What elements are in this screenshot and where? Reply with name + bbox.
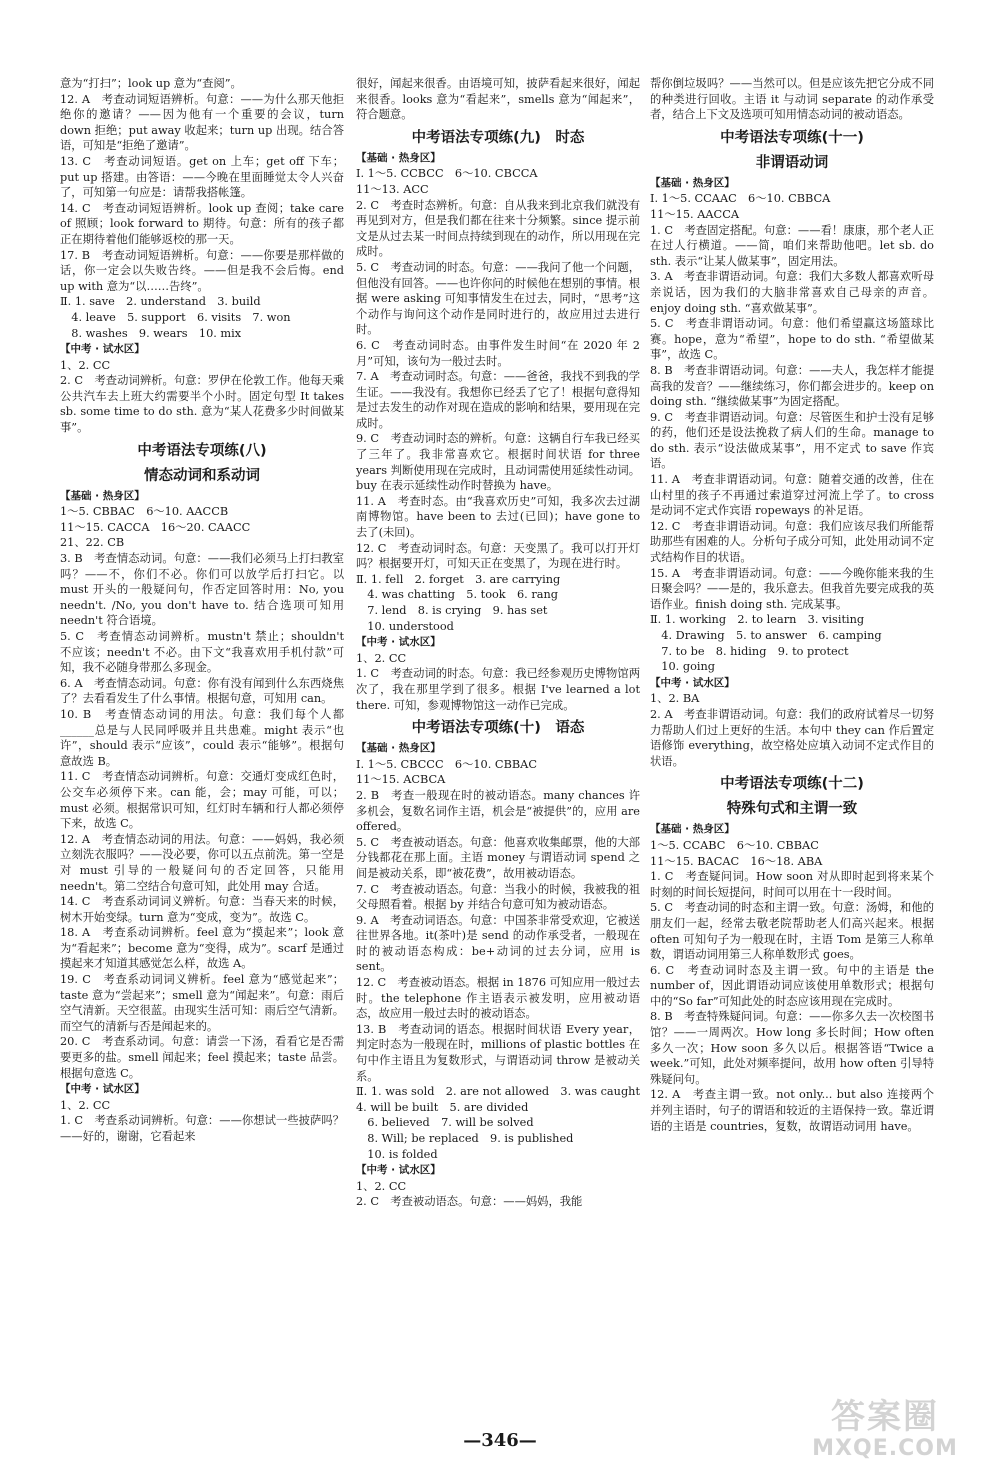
subsection-label: 【中考 · 试水区】 bbox=[356, 1164, 441, 1177]
answer-paragraph: Ⅱ. 1. working 2. to learn 3. visiting bbox=[650, 613, 865, 627]
section-heading: 中考语法专项练(十) 语态 bbox=[411, 720, 585, 737]
answer-paragraph: 18. A 考查系动词辨析。feel 意为“摸起来”；look 意为“看起来”；become 意为“变得，成为”。scarf 是通过摸起来才知道其感觉怎么样，故选 A。 bbox=[60, 926, 344, 971]
answer-paragraph: 15. A 考查非谓语动词。句意：——今晚你能来我的生日聚会吗？——是的，我乐意去。但我首先要完成我的英语作业。finish doing sth. 完成某事。 bbox=[650, 566, 934, 611]
answer-paragraph: Ⅱ. 1. fell 2. forget 3. are carrying bbox=[356, 572, 561, 586]
column-2 bbox=[356, 76, 652, 1210]
watermark-logo bbox=[790, 1383, 980, 1463]
answer-paragraph: 2. A 考查非谓语动词。句意：我们的政府试着尽一切努力帮助人们过上更好的生活。本句中 they can 作后置定语修饰 everything，故空格处应填入动词不定式作目的状语。 bbox=[650, 707, 934, 768]
answer-paragraph: 20. C 考查系动词。句意：请尝一下汤，看看它是否需要更多的盐。smell 闻起来；feel 摸起来；taste 品尝。根据句意选 C。 bbox=[60, 1035, 344, 1080]
answer-paragraph: 7. A 考查动词时态。句意：——爸爸，我找不到我的学生证。——我没有。我想你已经丢了它了！根据句意得知是过去发生的动作对现在造成的影响和结果，要用现在完成时。 bbox=[356, 370, 640, 430]
answer-paragraph: 1～5. CBBAC 6～10. AACCB bbox=[60, 505, 229, 519]
answer-paragraph: 13. B 考查动词的语态。根据时间状语 Every year，判定时态为一般现在时，millions of plastic bottles 在句中作主语且为复数形式，与谓语动词 throw 是被动关系。 bbox=[356, 1022, 640, 1083]
answer-paragraph: Ⅰ. 1～5. CCBCC 6～10. CBCCA bbox=[356, 167, 538, 181]
answer-paragraph: 12. C 考查被动语态。根据 in 1876 可知应用一般过去时。the telephone 作主语表示被发明，应用被动语态，故应用一般过去时的被动语态。 bbox=[356, 976, 640, 1021]
answer-paragraph: 2. B 考查一般现在时的被动语态。many chances 许多机会，复数名词作主语，机会是“被提供”的，应用 are offered。 bbox=[356, 788, 640, 834]
answer-paragraph: 17. B 考查动词短语辨析。句意：——你要是那样做的话，你一定会以失败告终。——但是我不会后悔。end up with 意为“以……告终”。 bbox=[60, 248, 344, 293]
answer-paragraph: 1、2. CC bbox=[60, 1098, 111, 1112]
section-heading: 中考语法专项练(九) 时态 bbox=[411, 129, 585, 146]
section-heading: 中考语法专项练(十一) bbox=[720, 129, 864, 146]
column-1 bbox=[60, 76, 344, 1145]
answer-paragraph: Ⅱ. 1. was sold 2. are not allowed 3. was caught 4. will be built 5. are divided bbox=[356, 1085, 652, 1114]
answer-paragraph: 11～13. ACC bbox=[356, 182, 429, 196]
answer-page bbox=[60, 76, 940, 1426]
answer-paragraph: 11. C 考查情态动词辨析。句意：交通灯变成红色时，公交车必须停下来。can 能，会；may 可能，可以；must 必须。根据常识可知，红灯时车辆和行人都必须停下来，故选 C。 bbox=[60, 770, 344, 831]
subsection-label: 【基础 · 热身区】 bbox=[356, 151, 441, 164]
answer-paragraph: 11. A 考查时态。由“我喜欢历史”可知，我多次去过湖南博物馆。have been to 去过(已回)；have gone to 去了(未回)。 bbox=[356, 494, 640, 540]
answer-paragraph: 8. B 考查特殊疑问词。句意：——你多久去一次校图书馆？——一周两次。How long 多长时间；How often 多久一次；How soon 多久以后。根据答语“Twice a week.”可知，此处对频率提问，故用 how often 引导特殊疑问句。 bbox=[650, 1010, 935, 1086]
answer-paragraph: 1、2. CC bbox=[356, 651, 407, 665]
answer-paragraph: 1. C 考查动词的时态。句意：我已经参观历史博物馆两次了，我在那里学到了很多。根据 I've learned a lot there. 可知，参观博物馆这一动作已完成。 bbox=[356, 667, 640, 712]
answer-paragraph: 14. C 考查系动词词义辨析。句意：当春天来的时候，树木开始变绿。turn 意为“变成，变为”。故选 C。 bbox=[60, 895, 344, 924]
answer-paragraph: Ⅰ. 1～5. CBCCC 6～10. CBBAC bbox=[356, 757, 537, 771]
section-heading: 非谓语动词 bbox=[755, 154, 829, 171]
answer-paragraph: 5. C 考查动词的时态和主谓一致。句意：汤姆，和他的朋友们一起，经常去敬老院帮助老人们高兴起来。根据 often 可知句子为一般现在时，主语 Tom 是第三人称单数，谓语动词用第三人称单数形式 goes。 bbox=[650, 901, 934, 962]
answer-paragraph: 13. C 考查动词短语。get on 上车；get off 下车；put up 搭建。由答语：——今晚在里面睡觉太令人兴奋了，可知第一句应是：请帮我搭帐篷。 bbox=[60, 154, 344, 200]
answer-paragraph: 6. A 考查情态动词。句意：你有没有闻到什么东西烧焦了？去看看发生了什么事情。根据句意，可知用 can。 bbox=[60, 676, 344, 706]
answer-paragraph: 11. A 考查非谓语动词。句意：随着交通的改善，住在山村里的孩子不再通过索道穿过河流上学了。to cross 是动词不定式作宾语 ropeways 的补足语。 bbox=[650, 473, 934, 518]
answer-paragraph: 1、2. CC bbox=[60, 358, 111, 372]
section-heading: 中考语法专项练(八) bbox=[137, 442, 267, 459]
watermark-top: 答案圈 bbox=[831, 1397, 939, 1437]
answer-paragraph: 11～15. AACCA bbox=[650, 207, 739, 221]
answer-paragraph: 14. C 考查动词短语辨析。look up 查阅；take care of 照顾；look forward to 期待。句意：所有的孩子都正在期待着他们能够返校的那一天。 bbox=[60, 201, 344, 246]
subsection-label: 【基础 · 热身区】 bbox=[60, 489, 145, 502]
answer-paragraph: 8. B 考查非谓语动词。句意：——夫人，我怎样才能提高我的发音？——继续练习，你们都会进步的。keep on doing sth. “继续做某事”为固定搭配。 bbox=[650, 363, 934, 409]
answer-paragraph: Ⅱ. 1. save 2. understand 3. build bbox=[60, 295, 261, 309]
answer-paragraph: 1、2. CC bbox=[356, 1179, 407, 1193]
watermark-bottom: MXQE.COM bbox=[812, 1436, 958, 1461]
answer-paragraph: 意为“打扫”；look up 意为“查阅”。 bbox=[60, 77, 242, 90]
answer-paragraph: 12. C 考查动词时态。句意：天变黑了。我可以打开灯吗？根据要开灯，可知天正在变黑了，为现在进行时。 bbox=[356, 541, 640, 571]
section-heading: 中考语法专项练(十二) bbox=[720, 776, 864, 793]
answer-paragraph: 6. C 考查动词时态及主谓一致。句中的主语是 the number of，因此谓语动词应该使用单数形式；根据句中的“So far”可知此处的时态应该用现在完成时。 bbox=[650, 963, 934, 1008]
subsection-label: 【中考 · 试水区】 bbox=[356, 636, 441, 649]
answer-paragraph: 9. C 考查非谓语动词。句意：尽管医生和护士没有足够的药，他们还是设法挽救了病人们的生命。manage to do sth. 表示“设法做成某事”，用不定式 to save 作宾语。 bbox=[650, 410, 934, 471]
answer-paragraph: 8. Will; be replaced 9. is published bbox=[356, 1132, 574, 1145]
answer-paragraph: 2. C 考查时态辨析。句意：自从我来到北京我们就没有再见到对方，但是我们都在往来十分频繁。since 提示前文是从过去某一时间点持续到现在的动作，所以用现在完成时。 bbox=[356, 198, 640, 259]
answer-paragraph: 1. C 考查固定搭配。句意：——看！康康，那个老人正在过人行横道。——简，咱们来帮助他吧。let sb. do sth. 表示“让某人做某事”，固定用法。 bbox=[650, 223, 934, 268]
answer-paragraph: 2. C 考查动词辨析。句意：罗伊在伦敦工作。他每天乘公共汽车去上班大约需要半个小时。固定句型 It takes sb. some time to do sth. 意为“某人花费多少时间做某事”。 bbox=[60, 374, 344, 435]
answer-paragraph: 4. Drawing 5. to answer 6. camping bbox=[650, 629, 882, 642]
answer-paragraph: 11～15. CACCA 16～20. CAACC bbox=[60, 520, 251, 534]
answer-paragraph: 12. C 考查非谓语动词。句意：我们应该尽我们所能帮助那些有困难的人。分析句子成分可知，此处用动词不定式结构作目的状语。 bbox=[650, 519, 934, 565]
answer-paragraph: 5. C 考查被动语态。句意：他喜欢收集邮票，他的大部分钱都花在那上面。主语 money 与谓语动词 spend 之间是被动关系，即“被花费”，故用被动语态。 bbox=[356, 835, 640, 880]
answer-paragraph: 11～15. ACBCA bbox=[356, 773, 446, 787]
answer-paragraph: 2. C 考查被动语态。句意：——妈妈，我能 bbox=[356, 1195, 583, 1209]
answer-paragraph: 6. believed 7. will be solved bbox=[356, 1116, 534, 1130]
answer-paragraph: 3. B 考查情态动词。句意：——我们必须马上打扫教室吗？——不，你们不必。你们可以放学后打扫它。以 must 开头的一般疑问句，作否定回答时用：No, you needn't. /No, you don't have to. 结合选项可知用 needn't 符合语境。 bbox=[60, 552, 344, 628]
answer-paragraph: 1、2. BA bbox=[650, 692, 700, 706]
answer-paragraph: Ⅰ. 1～5. CCAAC 6～10. CBBCA bbox=[650, 192, 831, 206]
answer-paragraph: 12. A 考查主谓一致。not only... but also 连接两个并列主语时，句子的谓语和较近的主语保持一致。靠近谓语的主语是 countries，复数，故谓语动词用 have。 bbox=[650, 1088, 934, 1133]
answer-paragraph: 5. C 考查非谓语动词。句意：他们希望赢这场篮球比赛。hope，意为“希望”，hope to do sth. “希望做某事”，故选 C。 bbox=[650, 317, 934, 362]
answer-paragraph: 3. A 考查非谓语动词。句意：我们大多数人都喜欢听母亲说话，因为我们的大脑非常喜欢自己母亲的声音。enjoy doing sth. “喜欢做某事”。 bbox=[650, 270, 934, 315]
answer-paragraph: 10. going bbox=[650, 660, 716, 674]
answer-paragraph: 12. A 考查情态动词的用法。句意：——妈妈，我必须立刻洗衣服吗？——没必要，你可以五点前洗。第一空是对 must 引导的一般疑问句的否定回答，只能用 needn't。第二空结合句意可知，此处用 may 合适。 bbox=[60, 832, 344, 893]
subsection-label: 【中考 · 试水区】 bbox=[650, 676, 735, 689]
answer-paragraph: 5. C 考查情态动词辨析。mustn't 禁止；shouldn't 不应该；needn't 不必。由下文“我喜欢用手机付款”可知，我不必随身带那么多现金。 bbox=[60, 630, 344, 675]
section-heading: 情态动词和系动词 bbox=[144, 467, 260, 484]
answer-paragraph: 11～15. BACAC 16～18. ABA bbox=[650, 854, 823, 868]
answer-paragraph: 7. lend 8. is crying 9. has set bbox=[356, 604, 548, 617]
answer-paragraph: 4. leave 5. support 6. visits 7. won bbox=[60, 310, 291, 324]
subsection-label: 【基础 · 热身区】 bbox=[356, 742, 441, 755]
answer-paragraph: 6. C 考查动词时态。由事件发生时间“在 2020 年 2 月”可知，该句为一般过去时。 bbox=[356, 338, 640, 368]
answer-paragraph: 帮你倒垃圾吗？——当然可以。但是应该先把它分成不同的种类进行回收。主语 it 与动词 separate 的动作承受者，结合上下文及选项可知用情态动词的被动语态。 bbox=[650, 77, 934, 122]
answer-paragraph: 4. was chatting 5. took 6. rang bbox=[356, 588, 558, 602]
answer-paragraph: 10. is folded bbox=[356, 1147, 438, 1161]
subsection-label: 【中考 · 试水区】 bbox=[60, 1083, 145, 1096]
subsection-label: 【中考 · 试水区】 bbox=[60, 343, 145, 356]
answer-paragraph: 1～5. CCABC 6～10. CBBAC bbox=[650, 838, 819, 852]
answer-paragraph: 很好，闻起来很香。由语境可知，披萨看起来很好，闻起来很香。looks 意为“看起来”，smells 意为“闻起来”，符合题意。 bbox=[356, 77, 640, 122]
answer-paragraph: 10. understood bbox=[356, 619, 454, 633]
answer-paragraph: 7. C 考查被动语态。句意：当我小的时候，我被我的祖父母照看着。根据 by 并结合句意可知为被动语态。 bbox=[356, 882, 640, 912]
answer-paragraph: 5. C 考查动词的时态。句意：——我问了他一个问题，但他没有回答。——也许你问的时候他在想别的事情。根据 were asking 可知事情发生在过去，同时，“思考”这个动作与询问这个动作是同时进行的，故应用过去进行时。 bbox=[356, 260, 640, 337]
answer-paragraph: 1. C 考查疑问词。How soon 对从即时起到将来某个时刻的时间长短提问，时间可以用在十一段时间。 bbox=[650, 870, 934, 899]
subsection-label: 【基础 · 热身区】 bbox=[650, 823, 735, 836]
page-number: —346— bbox=[463, 1430, 537, 1451]
answer-paragraph: 21、22. CB bbox=[60, 536, 125, 550]
answer-paragraph: 1. C 考查系动词辨析。句意：——你想试一些披萨吗？——好的，谢谢，它看起来 bbox=[60, 1114, 344, 1143]
answer-paragraph: 9. A 考查动词语态。句意：中国茶非常受欢迎，它被送往世界各地。it(茶叶)是 send 的动作承受者，一般现在时的被动语态构成：be+动词的过去分词，应用 is sent。 bbox=[356, 913, 640, 974]
answer-paragraph: 8. washes 9. wears 10. mix bbox=[60, 326, 242, 340]
subsection-label: 【基础 · 热身区】 bbox=[650, 176, 735, 189]
answer-paragraph: 12. A 考查动词短语辨析。句意：——为什么那天他拒绝你的邀请？——因为他有一个重要的会议，turn down 拒绝；put away 收起来；turn up 出现。结合答语，可知是“拒绝了邀请”。 bbox=[60, 92, 344, 153]
answer-paragraph: 19. C 考查系动词词义辨析。feel 意为“感觉起来”；taste 意为“尝起来”；smell 意为“闻起来”。句意：雨后空气清新。天空很蓝。由现实生活可知：雨后空气清新。而空气的清新与否是闻起来的。 bbox=[60, 973, 344, 1033]
section-heading: 特殊句式和主谓一致 bbox=[726, 801, 858, 818]
answer-paragraph: 7. to be 8. hiding 9. to protect bbox=[650, 644, 849, 658]
answer-paragraph: 10. B 考查情态动词的用法。句意：我们每个人都______总是与人民同呼吸并且共患难。might 表示“也许”，should 表示“应该”，could 表示“能够”。根据句意故选 B。 bbox=[60, 707, 344, 768]
answer-paragraph: 9. C 考查动词时态的辨析。句意：这辆自行车我已经买了三年了。我非常喜欢它。根据时间状语 for three years 判断使用现在完成时，且动词需使用延续性动词。buy 在表示延续性动作时替换为 have。 bbox=[356, 432, 640, 493]
column-3 bbox=[650, 76, 934, 1134]
